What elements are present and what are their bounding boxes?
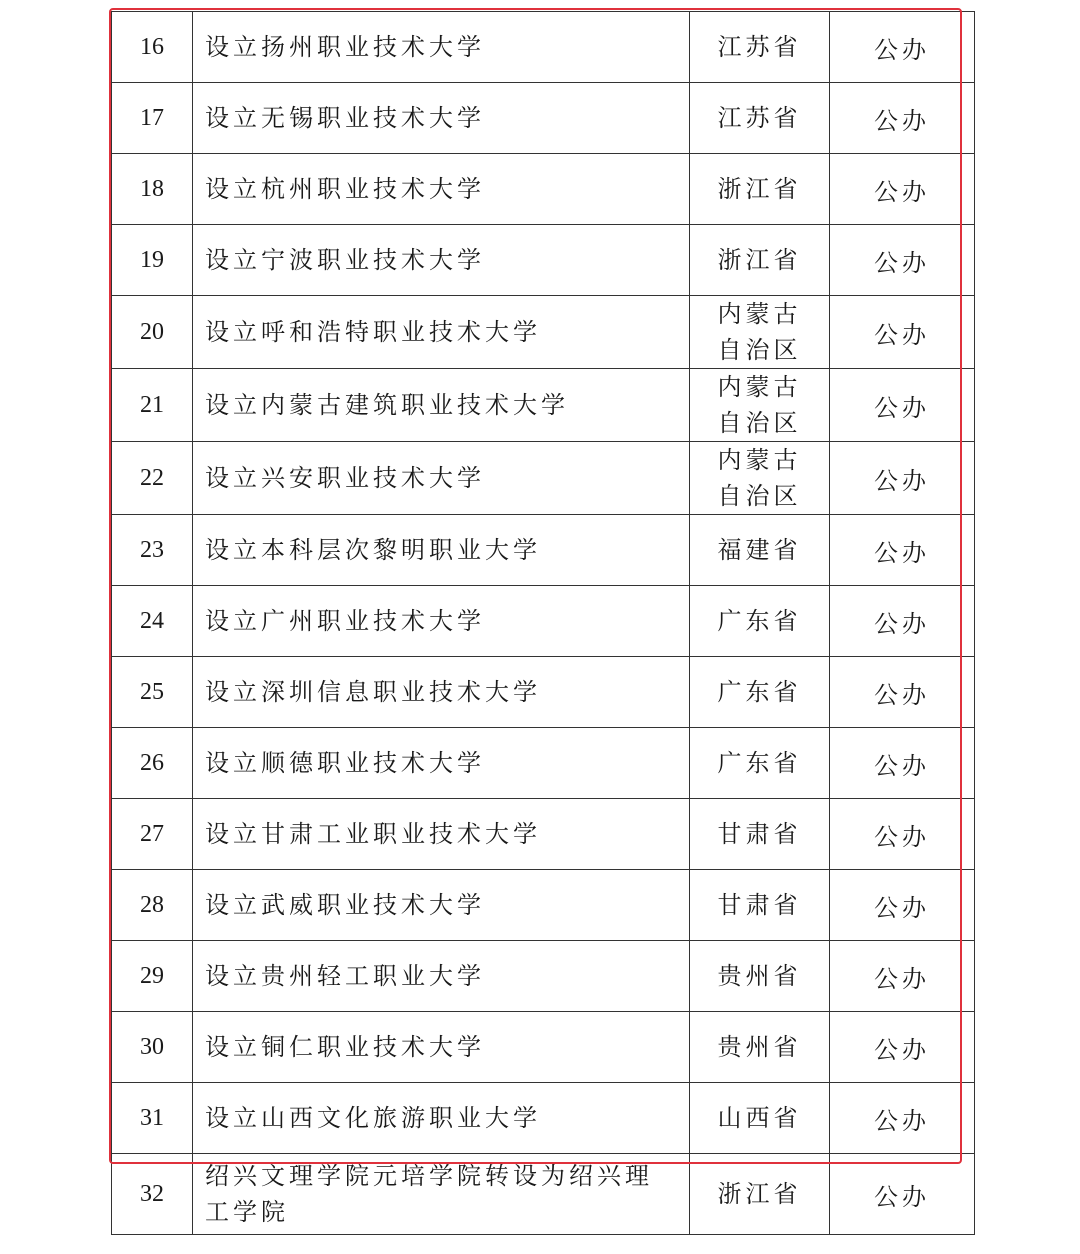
row-number: 18 [112,154,193,225]
school-type: 公办 [830,728,975,799]
institution-name: 设立贵州轻工职业大学 [193,941,690,1012]
province [690,225,830,296]
table-row [112,941,975,1012]
row-number: 30 [112,1012,193,1083]
school-type: 公办 [830,941,975,1012]
row-number: 23 [112,515,193,586]
institution-name: 设立宁波职业技术大学 [193,225,690,296]
province-text: 贵州省 [717,1033,802,1061]
institution-name: 设立兴安职业技术大学 [193,442,690,515]
school-type: 公办 [830,442,975,515]
province [690,1154,830,1235]
school-type: 公办 [830,870,975,941]
province-text: 内蒙古自治区 [717,446,802,510]
province-text: 内蒙古自治区 [717,300,802,364]
institution-name: 设立本科层次黎明职业大学 [193,515,690,586]
table-row [112,1083,975,1154]
school-type: 公办 [830,515,975,586]
institution-name: 设立内蒙古建筑职业技术大学 [193,369,690,442]
table-row [112,83,975,154]
province-text: 甘肃省 [717,820,802,848]
province [690,728,830,799]
province-text: 浙江省 [717,1180,802,1208]
table-row [112,1154,975,1235]
province [690,154,830,225]
row-number: 28 [112,870,193,941]
table-row [112,225,975,296]
institution-name: 设立广州职业技术大学 [193,586,690,657]
province-text: 江苏省 [717,33,802,61]
province-text: 内蒙古自治区 [717,373,802,437]
institution-name: 设立顺德职业技术大学 [193,728,690,799]
row-number: 19 [112,225,193,296]
row-number: 24 [112,586,193,657]
table-row [112,870,975,941]
province-text: 广东省 [717,607,802,635]
province [690,1083,830,1154]
province [690,941,830,1012]
province-text: 浙江省 [717,246,802,274]
institution-name: 设立甘肃工业职业技术大学 [193,799,690,870]
province-text: 江苏省 [717,104,802,132]
row-number: 27 [112,799,193,870]
province-text: 甘肃省 [717,891,802,919]
table-row [112,154,975,225]
province [690,870,830,941]
institution-name: 设立无锡职业技术大学 [193,83,690,154]
table-row [112,12,975,83]
school-type: 公办 [830,1012,975,1083]
institution-name: 设立武威职业技术大学 [193,870,690,941]
school-type: 公办 [830,1154,975,1235]
school-type: 公办 [830,12,975,83]
table-row [112,657,975,728]
province [690,369,830,442]
school-type: 公办 [830,657,975,728]
institution-name [193,1154,690,1235]
row-number: 16 [112,12,193,83]
institution-name: 设立呼和浩特职业技术大学 [193,296,690,369]
province-text: 广东省 [717,749,802,777]
school-type: 公办 [830,799,975,870]
table-row [112,515,975,586]
province-text: 浙江省 [717,175,802,203]
province-text: 贵州省 [717,962,802,990]
row-number: 32 [112,1154,193,1235]
province [690,586,830,657]
province-text: 福建省 [717,536,802,564]
province [690,657,830,728]
row-number: 31 [112,1083,193,1154]
province [690,515,830,586]
table-row [112,369,975,442]
row-number: 25 [112,657,193,728]
school-type: 公办 [830,1083,975,1154]
table-body [112,12,975,1235]
province [690,1012,830,1083]
school-type: 公办 [830,154,975,225]
table-row [112,728,975,799]
table-row [112,1012,975,1083]
table-row [112,586,975,657]
province [690,799,830,870]
institution-name-text: 绍兴文理学院元培学院转设为绍兴理工学院 [205,1162,653,1226]
school-type: 公办 [830,83,975,154]
province-text: 山西省 [717,1104,802,1132]
institution-name: 设立山西文化旅游职业大学 [193,1083,690,1154]
school-type: 公办 [830,586,975,657]
school-type: 公办 [830,225,975,296]
province [690,296,830,369]
table-row [112,296,975,369]
row-number: 26 [112,728,193,799]
row-number: 29 [112,941,193,1012]
row-number: 21 [112,369,193,442]
row-number: 20 [112,296,193,369]
institution-name: 设立铜仁职业技术大学 [193,1012,690,1083]
school-type: 公办 [830,296,975,369]
institution-name: 设立深圳信息职业技术大学 [193,657,690,728]
table-row [112,442,975,515]
table-row [112,799,975,870]
row-number: 17 [112,83,193,154]
school-type: 公办 [830,369,975,442]
row-number: 22 [112,442,193,515]
institution-name: 设立杭州职业技术大学 [193,154,690,225]
province [690,442,830,515]
institution-name: 设立扬州职业技术大学 [193,12,690,83]
university-list-table [111,11,975,1235]
province-text: 广东省 [717,678,802,706]
province [690,83,830,154]
province [690,12,830,83]
